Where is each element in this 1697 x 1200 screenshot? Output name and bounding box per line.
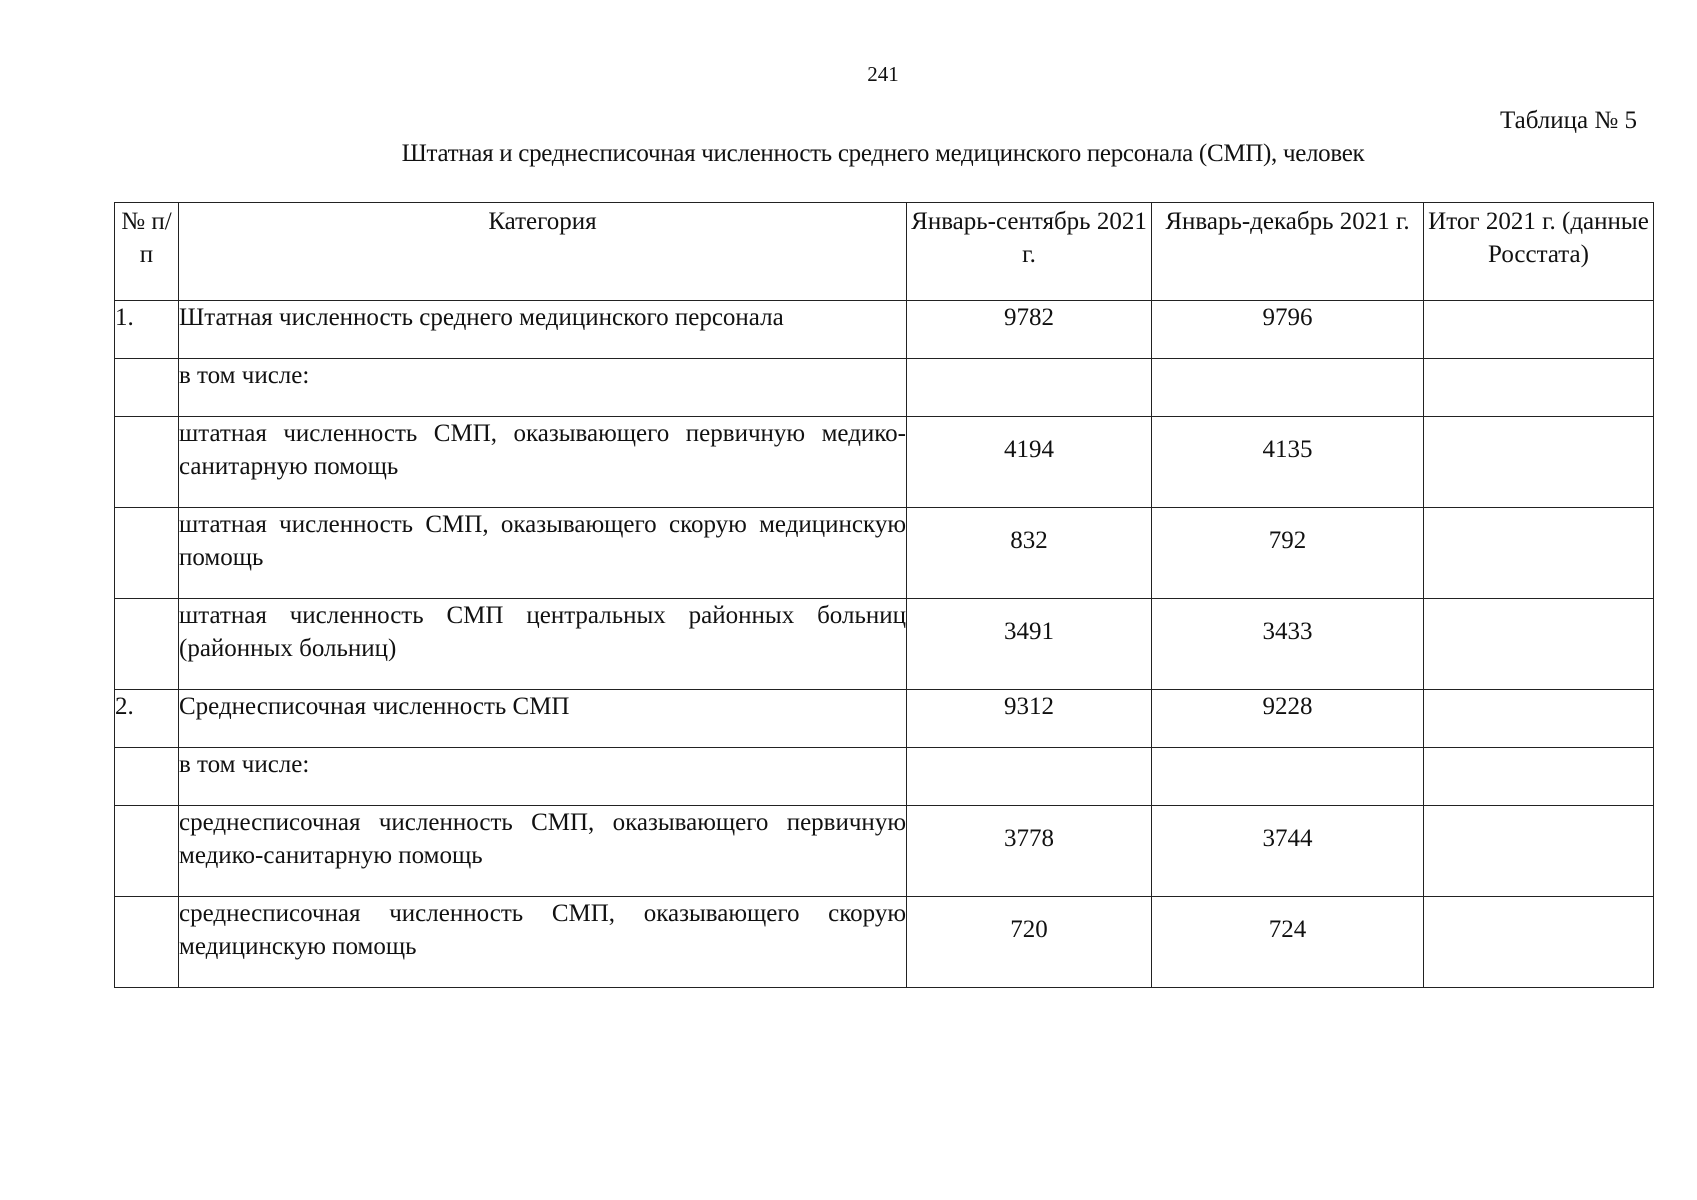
row-jan-sep [907, 748, 1152, 806]
row-jan-dec: 724 [1152, 897, 1424, 988]
table-header-row [115, 203, 1654, 301]
table-caption: Штатная и среднесписочная численность среднего медицинского персонала (СМП), человек [401, 140, 1365, 167]
table-row [115, 806, 1654, 897]
page-number: 241 [867, 62, 899, 86]
header-jan-dec: Январь-декабрь 2021 г. [1152, 203, 1424, 301]
row-category: в том числе: [179, 359, 907, 417]
row-num [115, 599, 179, 690]
row-jan-dec [1152, 748, 1424, 806]
header-total: Итог 2021 г. (данные Росстата) [1424, 203, 1654, 301]
row-jan-sep: 4194 [907, 417, 1152, 508]
row-category: штатная численность СМП, оказывающего скорую медицинскую помощь [179, 508, 907, 599]
row-jan-sep: 3491 [907, 599, 1152, 690]
row-category: среднесписочная численность СМП, оказывающего первичную медико-санитарную помощь [179, 806, 907, 897]
row-jan-sep: 3778 [907, 806, 1152, 897]
table-row [115, 748, 1654, 806]
row-total [1424, 806, 1654, 897]
table-row [115, 690, 1654, 748]
row-jan-sep: 720 [907, 897, 1152, 988]
row-jan-dec: 792 [1152, 508, 1424, 599]
row-jan-sep: 9782 [907, 301, 1152, 359]
row-num: 2. [115, 690, 179, 748]
row-category: штатная численность СМП центральных районных больниц (районных больниц) [179, 599, 907, 690]
row-jan-dec: 4135 [1152, 417, 1424, 508]
table-row [115, 359, 1654, 417]
row-category: Среднесписочная численность СМП [179, 690, 907, 748]
row-num [115, 417, 179, 508]
header-jan-sep: Январь-сентябрь 2021 г. [907, 203, 1152, 301]
row-jan-sep: 9312 [907, 690, 1152, 748]
table-row [115, 599, 1654, 690]
header-num: № п/п [115, 203, 179, 301]
row-jan-dec: 9228 [1152, 690, 1424, 748]
row-total [1424, 599, 1654, 690]
row-total [1424, 417, 1654, 508]
row-jan-sep: 832 [907, 508, 1152, 599]
row-total [1424, 897, 1654, 988]
row-category: среднесписочная численность СМП, оказывающего скорую медицинскую помощь [179, 897, 907, 988]
row-total [1424, 508, 1654, 599]
row-num [115, 806, 179, 897]
row-num [115, 508, 179, 599]
row-jan-dec: 9796 [1152, 301, 1424, 359]
table-row [115, 508, 1654, 599]
row-jan-sep [907, 359, 1152, 417]
row-total [1424, 359, 1654, 417]
row-jan-dec [1152, 359, 1424, 417]
staffing-table [114, 202, 1654, 988]
row-total [1424, 748, 1654, 806]
table-row [115, 417, 1654, 508]
row-num [115, 359, 179, 417]
table-label: Таблица № 5 [1499, 107, 1637, 134]
row-num: 1. [115, 301, 179, 359]
row-category: штатная численность СМП, оказывающего первичную медико-санитарную помощь [179, 417, 907, 508]
table-row [115, 301, 1654, 359]
table-row [115, 897, 1654, 988]
row-jan-dec: 3433 [1152, 599, 1424, 690]
header-category: Категория [179, 203, 907, 301]
row-category: в том числе: [179, 748, 907, 806]
row-total [1424, 301, 1654, 359]
row-jan-dec: 3744 [1152, 806, 1424, 897]
row-num [115, 897, 179, 988]
row-category: Штатная численность среднего медицинского персонала [179, 301, 907, 359]
row-num [115, 748, 179, 806]
row-total [1424, 690, 1654, 748]
